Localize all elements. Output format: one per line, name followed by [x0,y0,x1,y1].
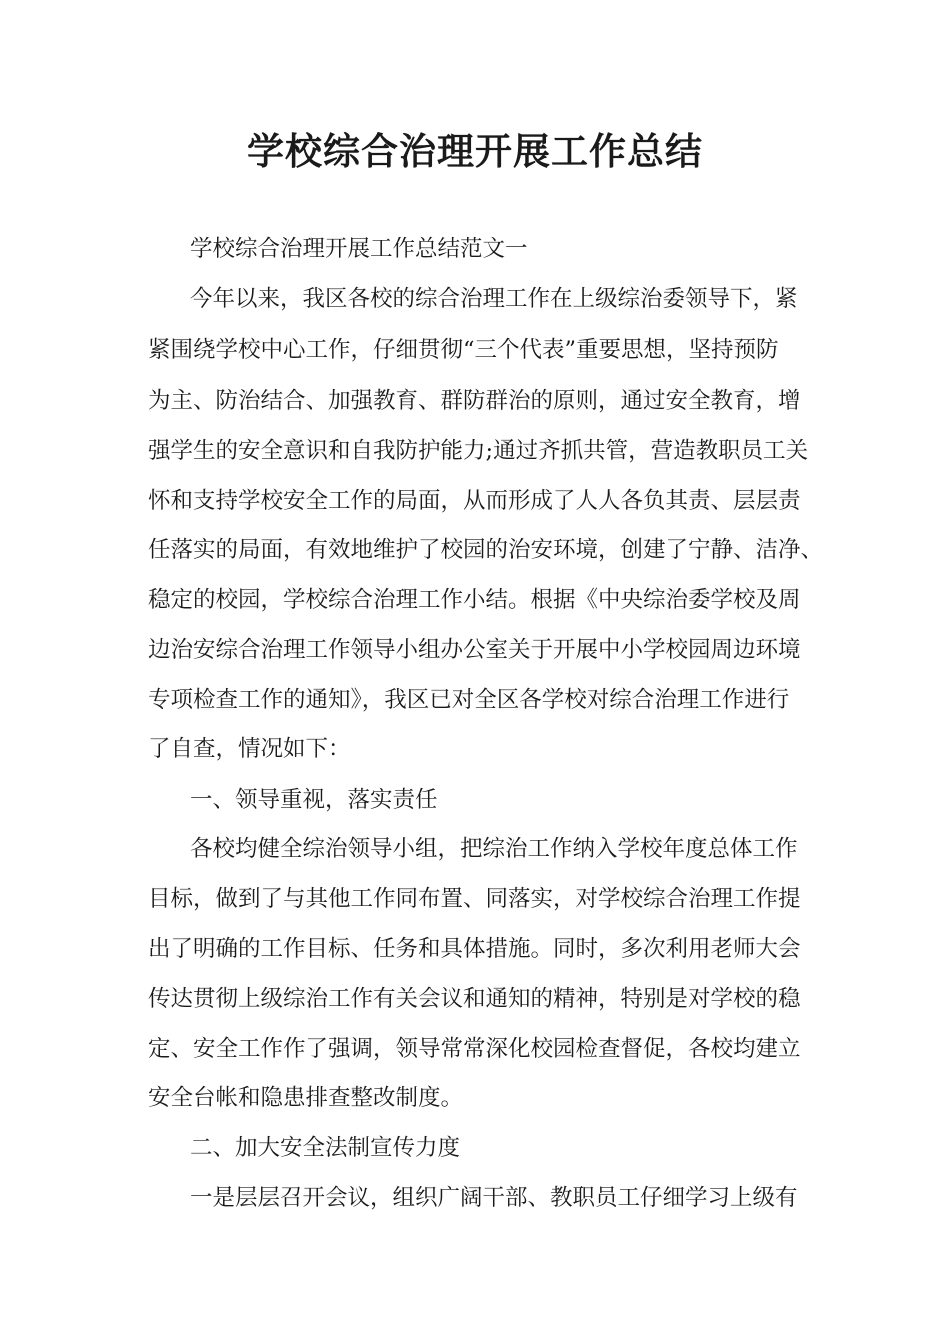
subtitle-line: 学校综合治理开展工作总结范文一 [190,236,528,262]
paragraph-line: 为主、防治结合、加强教育、群防群治的原则，通过安全教育，增 [148,388,801,414]
paragraph-line: 各校均健全综治领导小组，把综治工作纳入学校年度总体工作 [190,836,798,862]
paragraph-line: 稳定的校园，学校综合治理工作小结。根据《中央综治委学校及周 [148,587,801,613]
document-title: 学校综合治理开展工作总结 [247,130,703,173]
paragraph-line: 怀和支持学校安全工作的局面，从而形成了人人各负其责、层层责 [148,488,801,514]
paragraph-line: 一是层层召开会议，组织广阔干部、教职员工仔细学习上级有 [190,1185,798,1211]
paragraph-line: 今年以来，我区各校的综合治理工作在上级综治委领导下，紧 [190,286,798,312]
paragraph-line: 出了明确的工作目标、任务和具体措施。同时，多次利用老师大会 [148,936,801,962]
paragraph-line: 强学生的安全意识和自我防护能力;通过齐抓共管，营造教职员工关 [148,438,809,464]
paragraph-line: 定、安全工作作了强调，领导常常深化校园检查督促，各校均建立 [148,1036,801,1062]
paragraph-line: 边治安综合治理工作领导小组办公室关于开展中小学校园周边环境 [148,637,801,663]
paragraph-line: 传达贯彻上级综治工作有关会议和通知的精神，特别是对学校的稳 [148,986,801,1012]
paragraph-line: 专项检查工作的通知》，我区已对全区各学校对综合治理工作进行 [148,687,790,713]
paragraph-line: 目标，做到了与其他工作同布置、同落实，对学校综合治理工作提 [148,886,801,912]
paragraph-line: 任落实的局面，有效地维护了校园的治安环境，创建了宁静、洁净、 [148,537,824,563]
paragraph-line: 紧围绕学校中心工作，仔细贯彻“三个代表”重要思想，坚持预防 [148,337,779,363]
section-heading: 二、加大安全法制宣传力度 [190,1135,461,1161]
paragraph-line: 了自查，情况如下： [148,736,351,762]
paragraph-line: 安全台帐和隐患排查整改制度。 [148,1085,464,1111]
section-heading: 一、领导重视，落实责任 [190,787,438,813]
